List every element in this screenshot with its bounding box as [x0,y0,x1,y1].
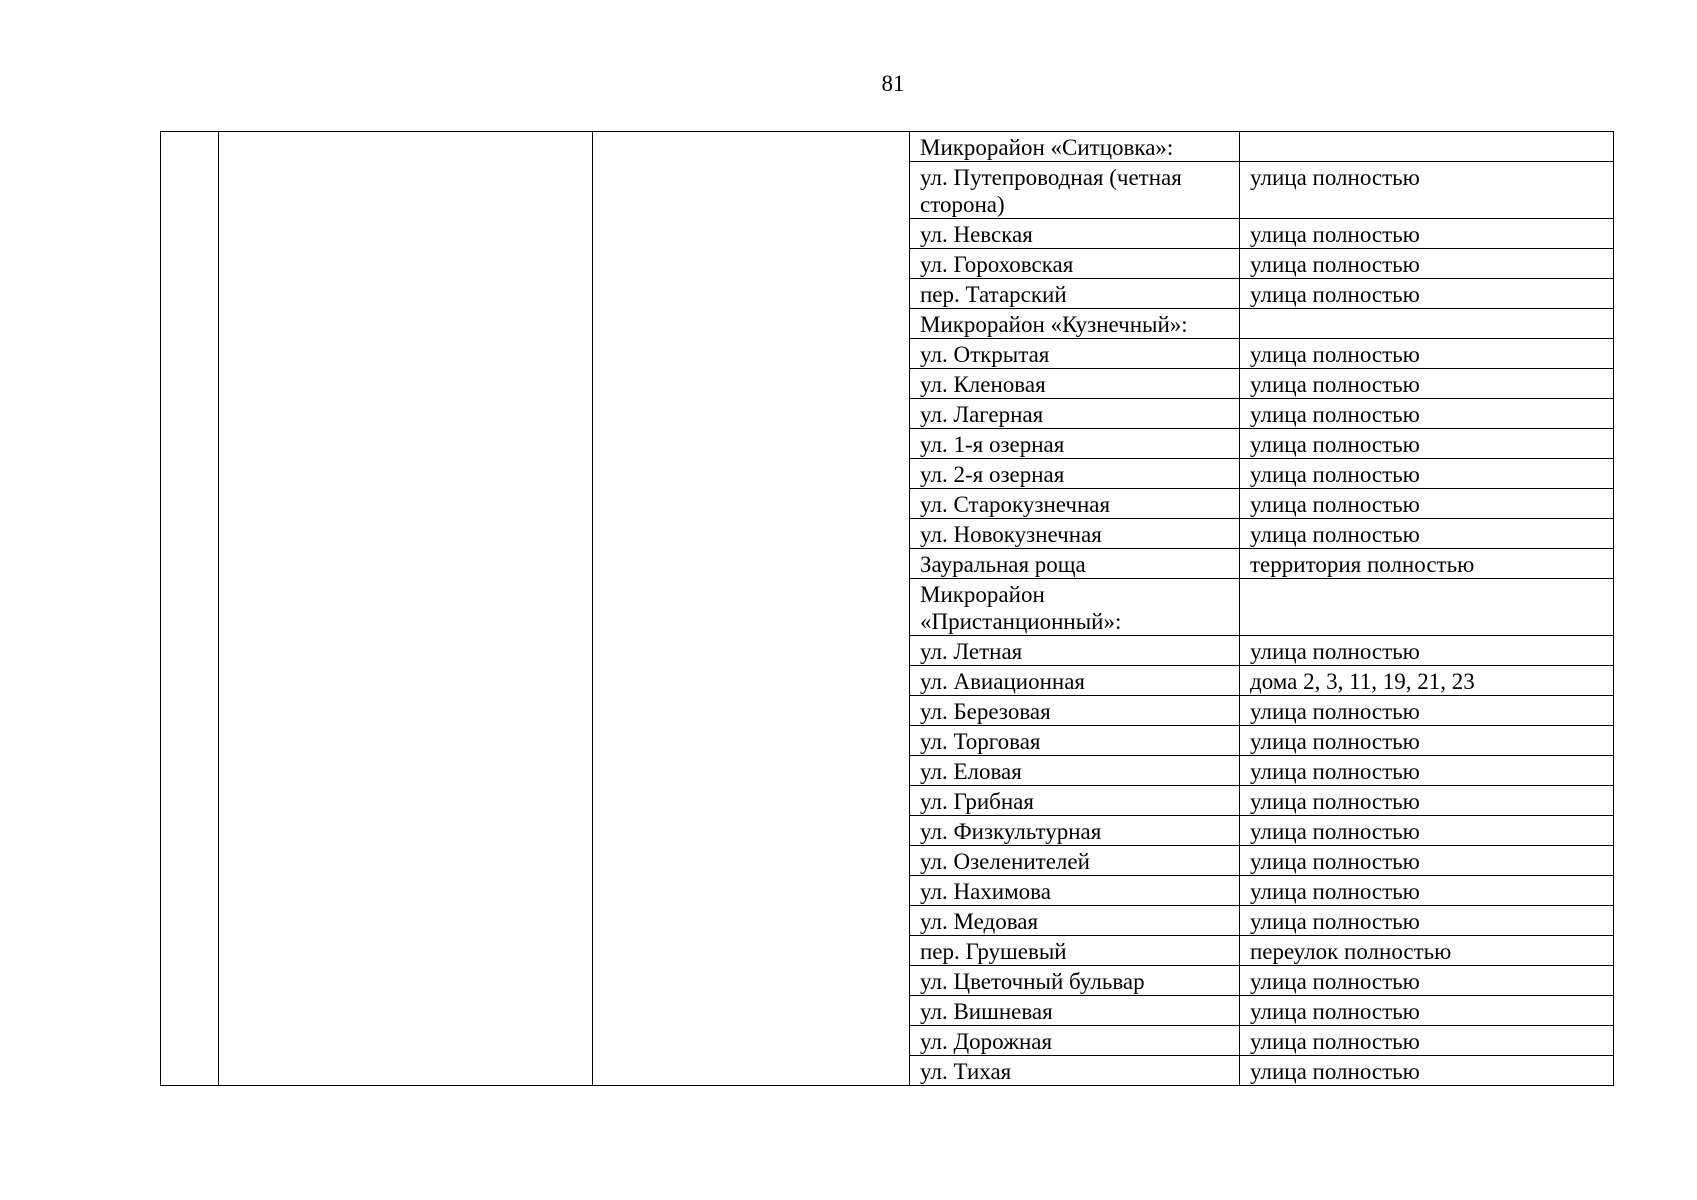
street-cell: ул. 2-я озерная [910,459,1240,489]
street-cell: ул. Медовая [910,906,1240,936]
extent-cell: улица полностью [1240,339,1614,369]
street-cell: ул. Новокузнечная [910,519,1240,549]
extent-cell: улица полностью [1240,906,1614,936]
extent-cell: улица полностью [1240,399,1614,429]
street-cell: ул. Еловая [910,756,1240,786]
table-row [161,132,1614,162]
street-cell: Микрорайон «Ситцовка»: [910,132,1240,162]
street-cell: ул. Невская [910,219,1240,249]
extent-cell: улица полностью [1240,846,1614,876]
street-cell: Зауральная роща [910,549,1240,579]
extent-cell: улица полностью [1240,279,1614,309]
district-name-cell [219,132,593,1086]
street-cell: ул. Старокузнечная [910,489,1240,519]
street-cell: Микрорайон «Кузнечный»: [910,309,1240,339]
street-cell: ул. Авиационная [910,666,1240,696]
page-number: 81 [881,71,905,96]
institution-cell [593,132,910,1086]
extent-cell: улица полностью [1240,996,1614,1026]
address-table-body [161,132,1614,1086]
extent-cell: территория полностью [1240,549,1614,579]
extent-cell: улица полностью [1240,369,1614,399]
street-cell: ул. Березовая [910,696,1240,726]
street-cell: ул. Лагерная [910,399,1240,429]
address-table [160,131,1614,1086]
street-cell: ул. Озеленителей [910,846,1240,876]
extent-cell: улица полностью [1240,636,1614,666]
street-cell: ул. Грибная [910,786,1240,816]
extent-cell: улица полностью [1240,1056,1614,1086]
street-cell: ул. Цветочный бульвар [910,966,1240,996]
extent-cell: улица полностью [1240,249,1614,279]
extent-cell [1240,579,1614,636]
extent-cell [1240,309,1614,339]
street-cell: ул. Кленовая [910,369,1240,399]
street-cell: ул. 1-я озерная [910,429,1240,459]
extent-cell: улица полностью [1240,696,1614,726]
street-cell: ул. Торговая [910,726,1240,756]
street-cell: ул. Открытая [910,339,1240,369]
street-cell: Микрорайон «Пристанционный»: [910,579,1240,636]
street-cell: пер. Грушевый [910,936,1240,966]
extent-cell: улица полностью [1240,966,1614,996]
street-cell: ул. Летная [910,636,1240,666]
street-cell: пер. Татарский [910,279,1240,309]
street-cell: ул. Гороховская [910,249,1240,279]
extent-cell: улица полностью [1240,459,1614,489]
extent-cell: дома 2, 3, 11, 19, 21, 23 [1240,666,1614,696]
street-cell: ул. Физкультурная [910,816,1240,846]
extent-cell: улица полностью [1240,876,1614,906]
extent-cell: улица полностью [1240,162,1614,219]
extent-cell [1240,132,1614,162]
street-cell: ул. Дорожная [910,1026,1240,1056]
extent-cell: улица полностью [1240,756,1614,786]
extent-cell: улица полностью [1240,519,1614,549]
street-cell: ул. Нахимова [910,876,1240,906]
street-cell: ул. Вишневая [910,996,1240,1026]
extent-cell: улица полностью [1240,1026,1614,1056]
row-number-cell [161,132,219,1086]
extent-cell: улица полностью [1240,489,1614,519]
extent-cell: улица полностью [1240,726,1614,756]
street-cell: ул. Тихая [910,1056,1240,1086]
extent-cell: переулок полностью [1240,936,1614,966]
street-cell: ул. Путепроводная (четная сторона) [910,162,1240,219]
extent-cell: улица полностью [1240,786,1614,816]
extent-cell: улица полностью [1240,219,1614,249]
extent-cell: улица полностью [1240,429,1614,459]
extent-cell: улица полностью [1240,816,1614,846]
